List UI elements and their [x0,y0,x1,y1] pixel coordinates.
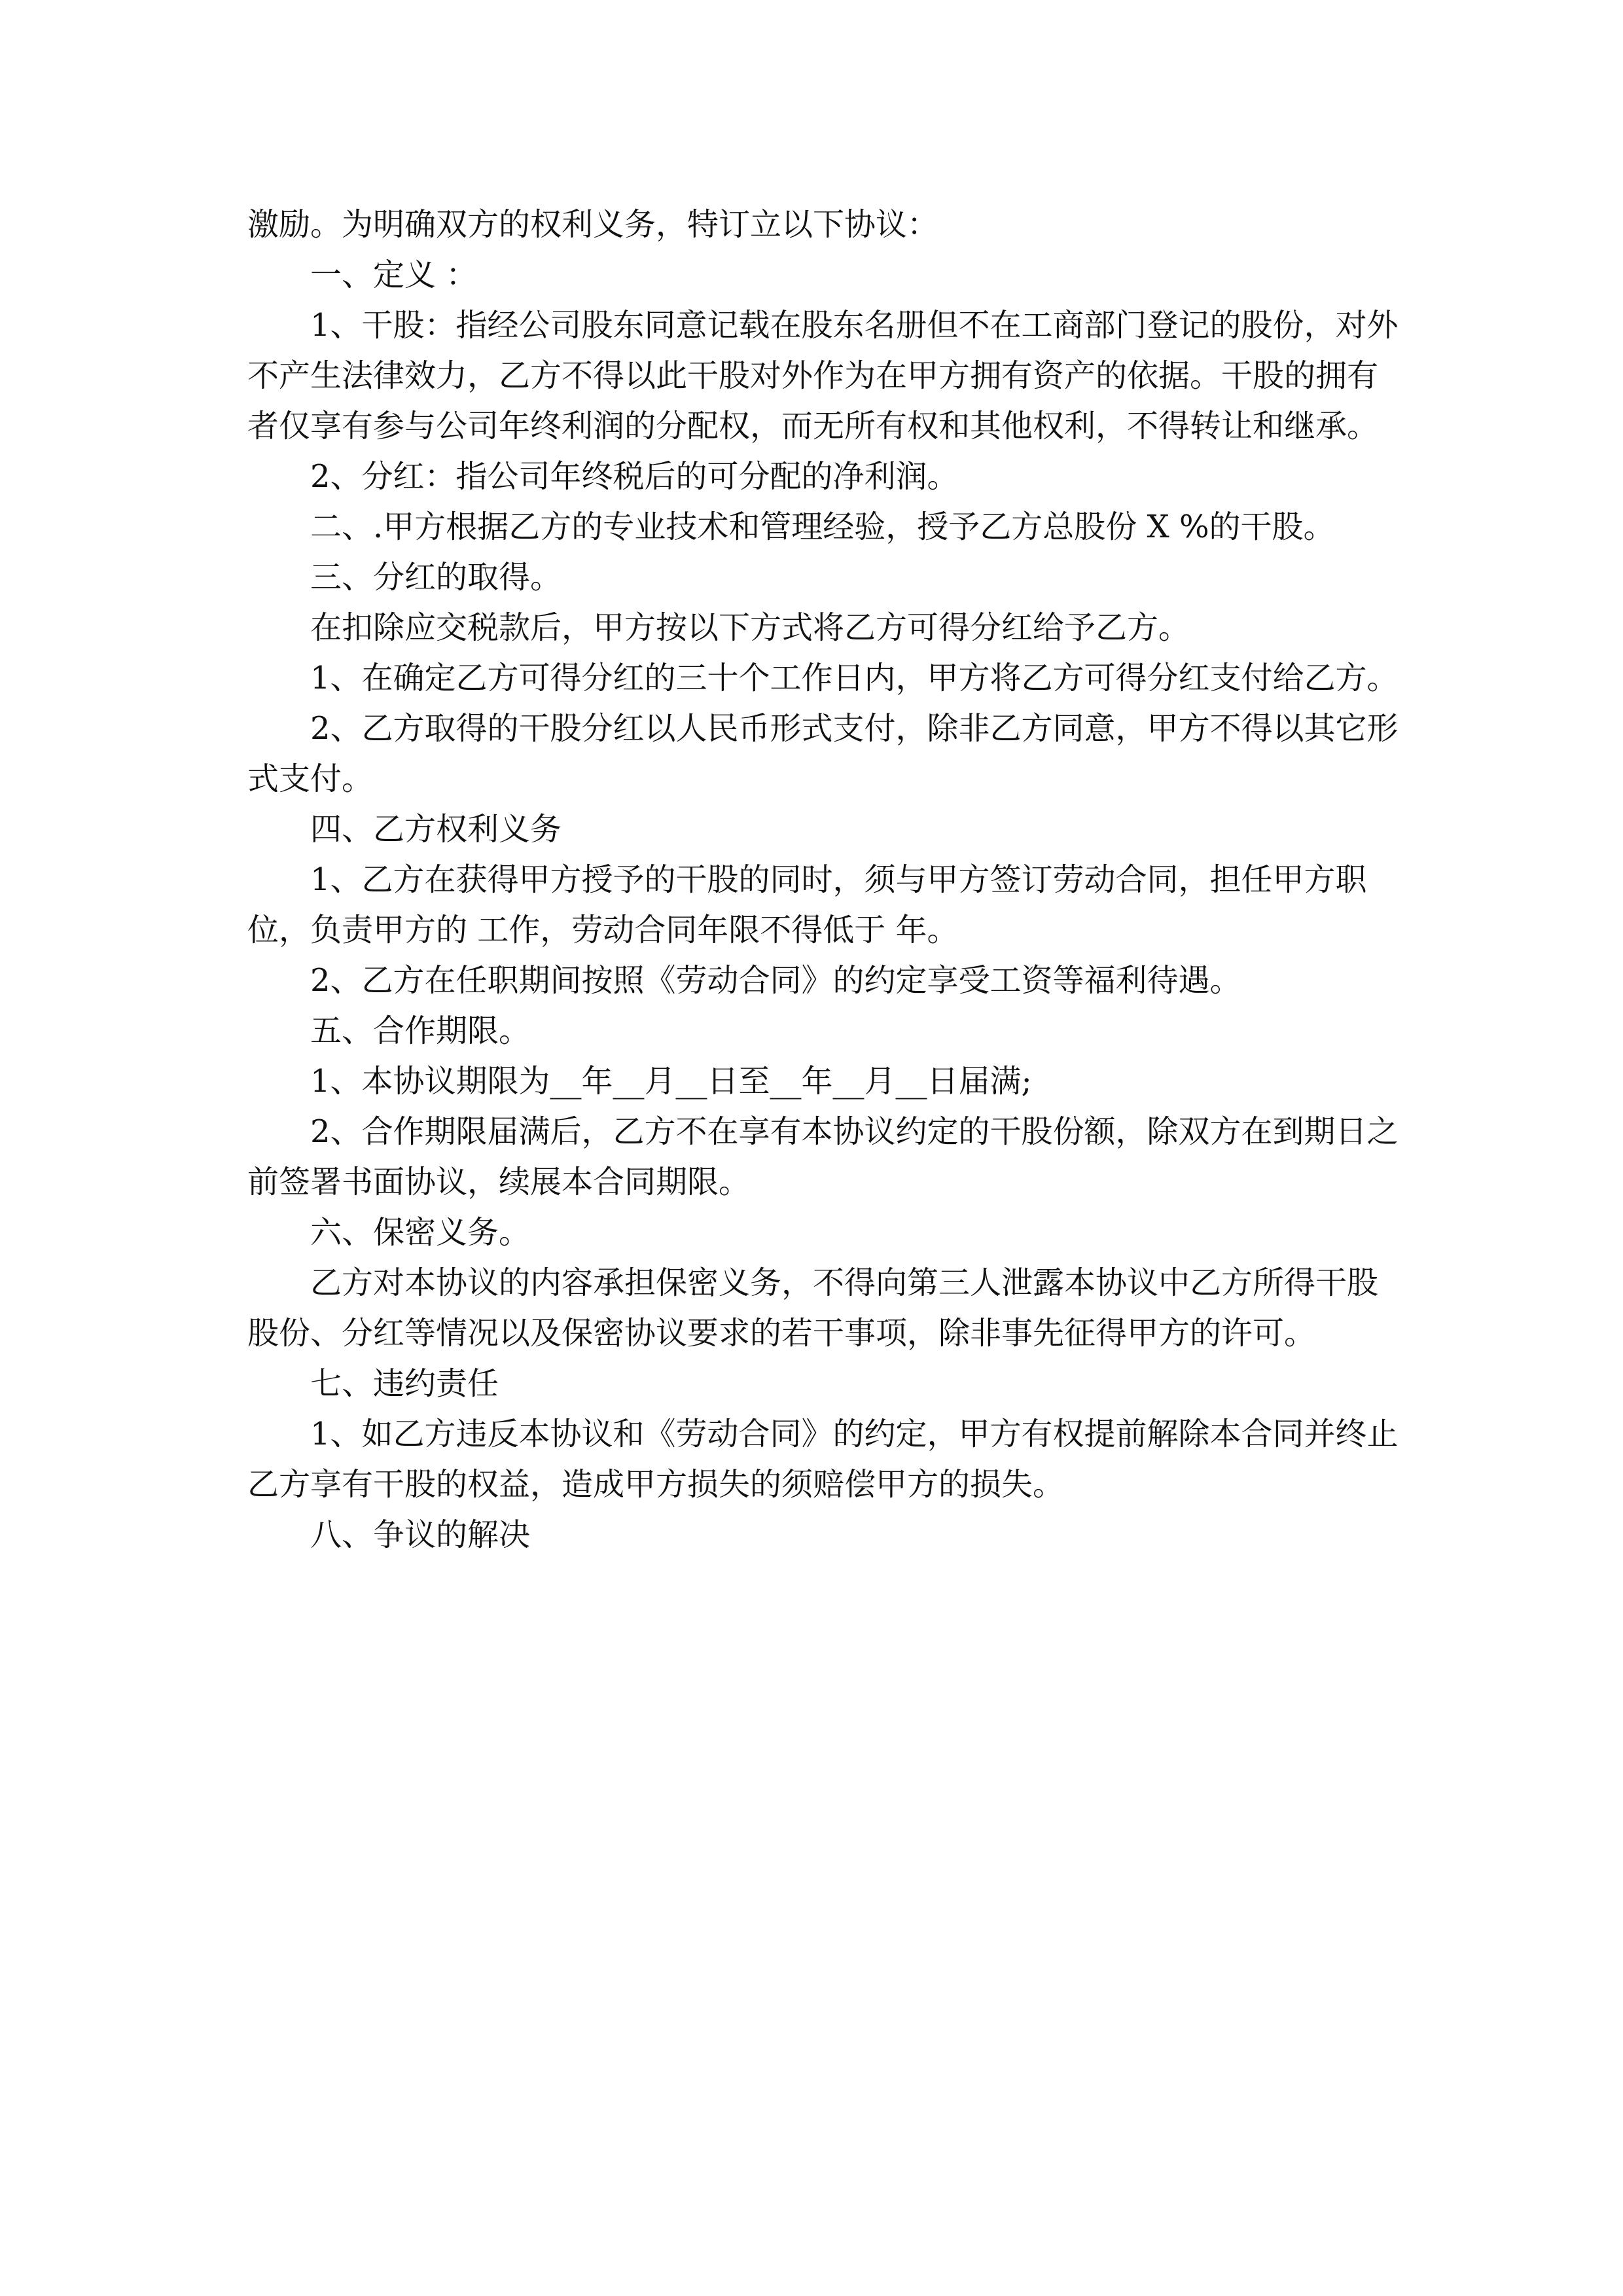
section-heading-rights: 四、乙方权利义务 [310,811,562,848]
section-heading-dividend: 三、分红的取得。 [310,559,562,596]
section-heading-confidentiality: 六、保密义务。 [310,1214,531,1251]
paragraph-dividend-item-2: 2、乙方取得的干股分红以人民币形式支付，除非乙方同意，甲方不得以其它形式支付。 [247,710,1399,797]
paragraph-rights-item-2: 2、乙方在任职期间按照《劳动合同》的约定享受工资等福利待遇。 [310,962,1241,999]
section-heading-grant: 二、.甲方根据乙方的专业技术和管理经验，授予乙方总股份 X %的干股。 [310,509,1335,545]
paragraph-dividend-definition: 2、分红：指公司年终税后的可分配的净利润。 [310,458,959,495]
paragraph-liability-item-1: 1、如乙方违反本协议和《劳动合同》的约定，甲方有权提前解除本合同并终止乙方享有干股的权益，造成甲方损失的须赔偿甲方的损失。 [247,1416,1399,1503]
paragraph-term-item-2: 2、合作期限届满后，乙方不在享有本协议约定的干股份额，除双方在到期日之前签署书面协议，续展本合同期限。 [247,1113,1399,1200]
section-heading-liability: 七、违约责任 [310,1365,499,1402]
paragraph-rights-item-1: 1、乙方在获得甲方授予的干股的同时，须与甲方签订劳动合同，担任甲方职位，负责甲方的 工作，劳动合同年限不得低于 年。 [247,861,1367,948]
section-heading-dispute: 八、争议的解决 [310,1516,531,1553]
paragraph-dry-share-definition: 1、干股：指经公司股东同意记载在股东名册但不在工商部门登记的股份，对外不产生法律效力，乙方不得以此干股对外作为在甲方拥有资产的依据。干股的拥有者仅享有参与公司年终利润的分配权，而无所有权和其他权利，不得转让和继承。 [247,307,1399,444]
section-heading-definitions: 一、定义 ： [310,257,478,293]
paragraph-dividend-intro: 在扣除应交税款后，甲方按以下方式将乙方可得分红给予乙方。 [310,609,1190,646]
paragraph-confidentiality: 乙方对本协议的内容承担保密义务，不得向第三人泄露本协议中乙方所得干股股份、分红等情况以及保密协议要求的若干事项，除非事先征得甲方的许可。 [247,1265,1379,1352]
paragraph-intro: 激励。为明确双方的权利义务，特订立以下协议： [247,206,939,243]
paragraph-term-item-1: 1、本协议期限为__年__月__日至__年__月__日届满; [310,1063,1032,1100]
paragraph-dividend-item-1: 1、在确定乙方可得分红的三十个工作日内，甲方将乙方可得分红支付给乙方。 [310,660,1399,696]
document-body [247,200,1399,1560]
section-heading-term: 五、合作期限。 [310,1013,531,1049]
